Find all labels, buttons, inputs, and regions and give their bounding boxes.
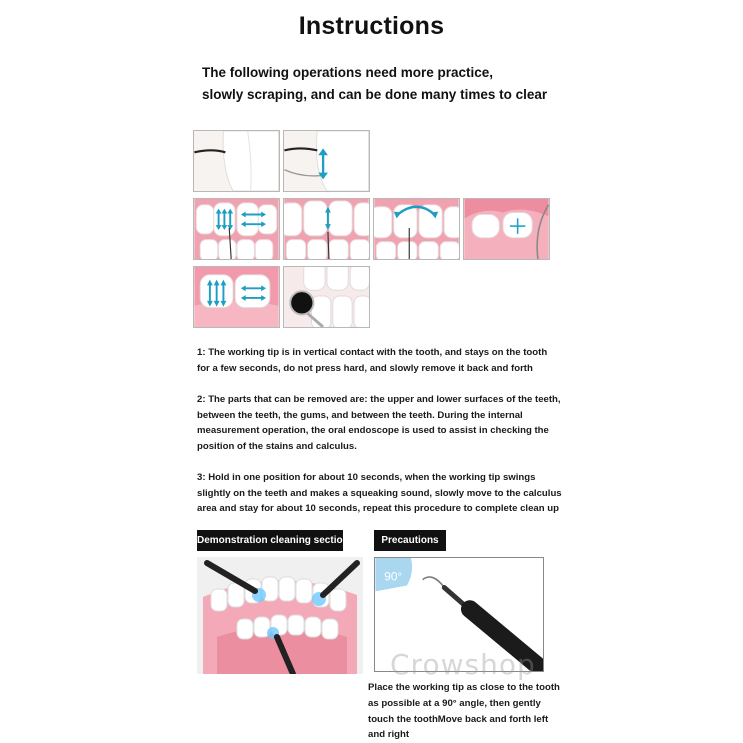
demo-section-label: Demonstration cleaning section xyxy=(197,530,343,551)
precautions-line-3: touch the toothMove back and forth left xyxy=(368,713,549,725)
subtitle-line-2: slowly scraping, and can be done many times to clear xyxy=(202,87,548,102)
tile-molar-closeup xyxy=(463,198,550,260)
tooth-vertical-arrow-icon xyxy=(284,131,369,191)
tile-gum-curve xyxy=(373,198,460,260)
tile-oral-mirror xyxy=(283,266,370,328)
step-3-line-2: slightly on the teeth and makes a squeaking sound, slowly move to the calculus xyxy=(197,487,562,499)
step-2-line-1: 2: The parts that can be removed are: the upper and lower surfaces of the teeth, xyxy=(197,394,561,405)
step-3-line-1: 3: Hold in one position for about 10 seconds, when the working tip swings xyxy=(197,472,536,483)
step-3-line-3: area and stay for about 10 seconds, repeat this procedure to complete clean up xyxy=(197,503,560,515)
tile-molar-surfaces xyxy=(193,266,280,328)
step-2-line-3: measurement operation, the oral endoscope is used to assist in checking the xyxy=(197,425,549,437)
demo-cleaning-image xyxy=(197,557,363,674)
step-1-line-2: for a few seconds, do not press hard, and slowly remove it back and forth xyxy=(197,362,533,374)
step-3-text xyxy=(197,470,562,517)
between-teeth-arrow-icon xyxy=(284,199,369,259)
tile-between-teeth xyxy=(283,198,370,260)
precautions-label: Precautions xyxy=(374,530,446,551)
molar-surfaces-arrows-icon xyxy=(194,267,279,327)
tile-front-teeth-arrows xyxy=(193,198,280,260)
jaw-model-icon xyxy=(197,557,363,674)
molar-cross-arrow-icon xyxy=(464,199,549,259)
precautions-line-1: Place the working tip as close to the tooth xyxy=(368,682,560,693)
gum-curve-arrow-icon xyxy=(374,199,459,259)
subtitle-line-1: The following operations need more practice, xyxy=(202,65,494,80)
tooth-tip-contact-icon xyxy=(194,131,279,191)
page-title: Instructions xyxy=(298,12,445,40)
precautions-line-4: and right xyxy=(368,729,410,741)
subtitle xyxy=(202,62,562,106)
angle-label: 90° xyxy=(384,570,403,584)
step-1-line-1: 1: The working tip is in vertical contact with the tooth, and stays on the tooth xyxy=(197,347,548,358)
step-2-text xyxy=(197,392,561,454)
step-1-text xyxy=(197,345,547,376)
front-teeth-arrows-icon xyxy=(194,199,279,259)
precautions-line-2: as possible at a 90° angle, then gently xyxy=(368,697,541,709)
watermark: Crowshop xyxy=(390,648,536,681)
precautions-text xyxy=(368,680,568,743)
tile-vertical-motion xyxy=(283,130,370,192)
step-2-line-2: between the teeth, the gums, and between the teeth. During the internal xyxy=(197,409,523,421)
tile-tip-contact xyxy=(193,130,280,192)
oral-mirror-icon xyxy=(284,267,369,327)
step-2-line-4: position of the stains and calculus. xyxy=(197,440,357,452)
